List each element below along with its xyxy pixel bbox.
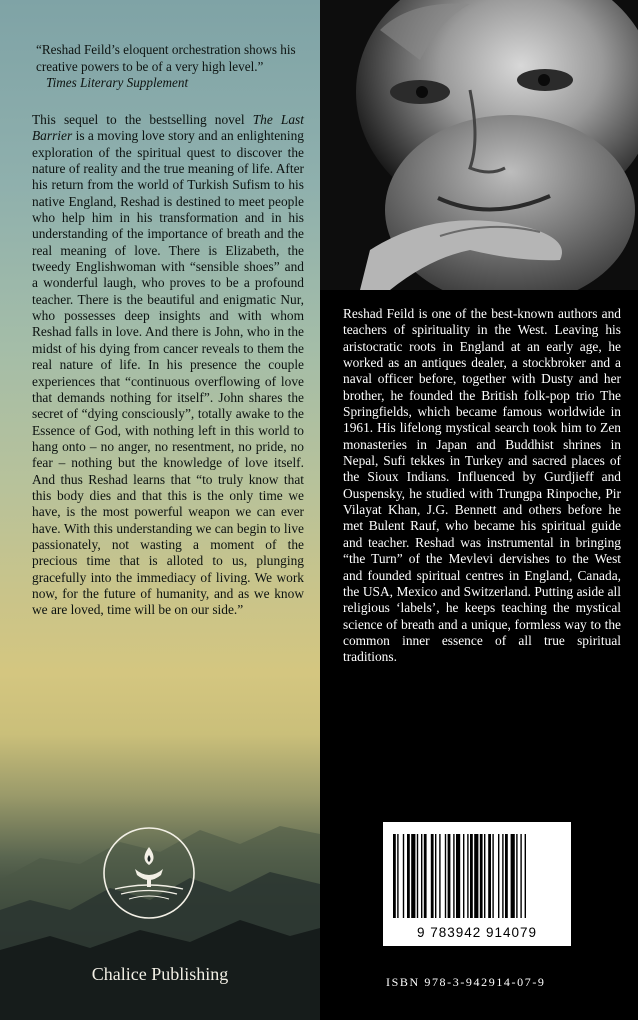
barcode-bar: [484, 834, 485, 918]
barcode-bar: [456, 834, 460, 918]
blurb-book-title: The Last Barrier: [32, 112, 304, 144]
barcode-bar: [480, 834, 483, 918]
barcode-bar: [435, 834, 436, 918]
barcode-bar: [453, 834, 454, 918]
barcode-bar: [516, 834, 517, 918]
author-portrait: [320, 0, 638, 290]
barcode-bar: [525, 834, 526, 918]
barcode-bar: [407, 834, 410, 918]
author-bio: Reshad Feild is one of the best-known authors and teachers of spirituality in the West. Leaving his aristocratic roots in England at an early age, he worked as an antiques dealer, a stockbroker and a naval officer before, together with Dusty and her brother, he founded the British folk-pop trio The Springfields, which became famous worldwide in 1961. His lifelong mystical search took him to Zen monasteries in Japan and Buddhist shrines in Nepal, Sufi tekkes in Turkey and sacred places of the Sioux Indians. Influenced by Gurdjieff and Ouspensky, he studied with Trungpa Rinpoche, Pir Vilayat Khan, J.G. Bennett and others before he met Bulent Rauf, who became his spiritual guide and teacher. Reshad was instrumental in bringing “the Turn” of the Mevlevi dervishes to the West and founded spiritual centres in England, Canada, the USA, Mexico and Switzerland. Putting aside all religious ‘labels’, he keeps teaching the mystical science of breath and a unique, formless way to the common inner essence of all true spiritual traditions.: [343, 306, 621, 665]
barcode-bar: [474, 834, 478, 918]
barcode-bar: [505, 834, 508, 918]
book-blurb: [32, 112, 304, 619]
barcode-bar: [520, 834, 521, 918]
barcode-bar: [467, 834, 468, 918]
blurb-intro: This sequel to the bestselling novel: [32, 112, 253, 127]
barcode-bar: [431, 834, 434, 918]
barcode-bar: [463, 834, 464, 918]
blurb-body: is a moving love story and an enlightening exploration of the spiritual quest to discover the nature of reality and the true meaning of life. After his return from the world of Turkish Sufism to his native England, Reshad is destined to meet people who help him in his transformation and in his understanding of the importance of breath and the real meaning of love. There is Elizabeth, the tweedy Englishwoman with “sensible shoes” and a wonderful laugh, who proves to be a profound teacher. There is the beautiful and enigmatic Nur, who possesses deep insights and with whom Reshad falls in love. And there is John, who in the midst of his dying from cancer reveals to them the real nature of life. In his presence the couple experiences that “continuous overflowing of love that demands nothing for itself”. John shares the secret of “dying consciously”, totally awake to the Essence of God, with nothing left in this world to hang onto – no anger, no resentment, no pride, no fear – nothing but the knowledge of love itself. And thus Reshad learns that “to truly know that this body dies and that this is the only time we have, is the most powerful weapon we can ever have. With this understanding we can begin to live passionately, not wasting a moment of the precious time that is alloted to us, plunging gracefully into the immediacy of living. We work now, for the future of humanity, and as we know we are loved, time will be on our side.”: [32, 128, 304, 618]
publisher-name: Chalice Publishing: [91, 964, 229, 984]
barcode-bar: [393, 834, 396, 918]
isbn-barcode: [383, 822, 571, 946]
barcode-bar: [397, 834, 398, 918]
barcode-bar: [445, 834, 446, 918]
barcode-bar: [421, 834, 422, 918]
barcode-bar: [448, 834, 451, 918]
quote-source: Times Literary Supplement: [46, 75, 189, 90]
barcode-bar: [417, 834, 418, 918]
chalice-logo-icon: [101, 825, 197, 921]
quote-text: “Reshad Feild’s eloquent orchestration shows his creative powers to be of a very high level.”: [36, 42, 296, 74]
barcode-bar: [498, 834, 499, 918]
barcode-bar: [502, 834, 503, 918]
barcode-bar: [470, 834, 473, 918]
barcode-bar: [424, 834, 427, 918]
barcode-digits: 9 783942 914079: [416, 925, 538, 940]
barcode-bars: [393, 834, 561, 918]
barcode-bar: [411, 834, 415, 918]
barcode-bar: [439, 834, 440, 918]
isbn-number: ISBN 978-3-942914-07-9: [386, 975, 546, 989]
barcode-bar: [403, 834, 404, 918]
barcode-bar: [511, 834, 515, 918]
barcode-bar: [492, 834, 493, 918]
review-quote: [36, 42, 306, 92]
barcode-bar: [488, 834, 491, 918]
